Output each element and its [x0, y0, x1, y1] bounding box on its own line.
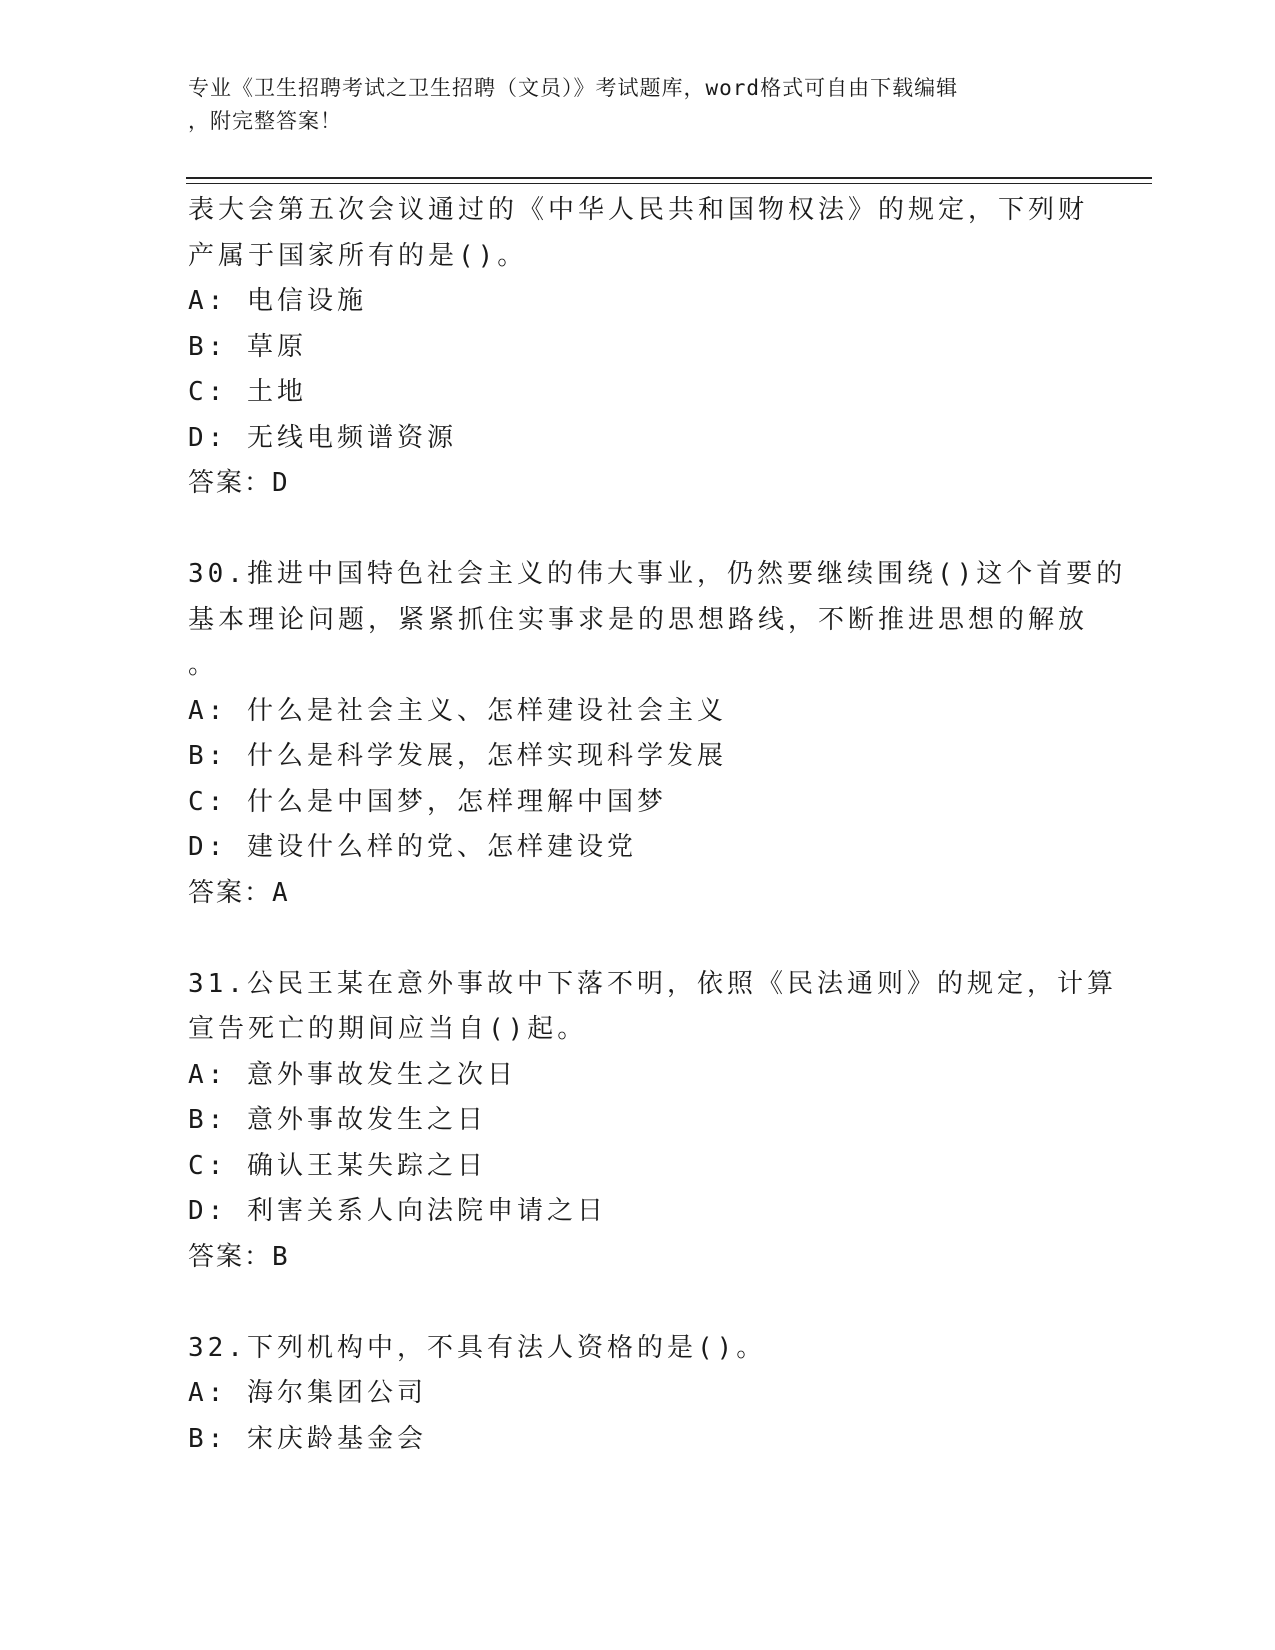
question-list — [188, 188, 1127, 1462]
header-divider — [186, 183, 1152, 184]
question-stem-line: 表大会第五次会议通过的《中华人民共和国物权法》的规定，下列财 — [188, 195, 1089, 225]
option: A: 什么是社会主义、怎样建设社会主义 — [188, 695, 727, 726]
option: A: 意外事故发生之次日 — [188, 1059, 517, 1090]
option: D: 建设什么样的党、怎样建设党 — [188, 832, 637, 862]
option: B: 什么是科学发展，怎样实现科学发展 — [188, 741, 727, 771]
question-stem-line: 30.推进中国特色社会主义的伟大事业，仍然要继续围绕()这个首要的 — [188, 559, 1127, 589]
question-stem-line: 宣告死亡的期间应当自()起。 — [188, 1014, 588, 1044]
question-stem-line: 32.下列机构中，不具有法人资格的是()。 — [188, 1332, 767, 1363]
question — [188, 962, 1117, 1281]
question — [188, 188, 1088, 507]
document-header — [188, 72, 1068, 138]
answer: 答案：D — [188, 468, 290, 498]
option: D: 无线电频谱资源 — [188, 422, 457, 453]
option: D: 利害关系人向法院申请之日 — [188, 1196, 607, 1226]
option: B: 草原 — [188, 331, 307, 362]
option: A: 海尔集团公司 — [188, 1378, 427, 1408]
question-stem-line: 31.公民王某在意外事故中下落不明，依照《民法通则》的规定，计算 — [188, 968, 1117, 999]
header-line: 专业《卫生招聘考试之卫生招聘（文员）》考试题库，word格式可自由下载编辑 — [188, 76, 959, 100]
option: B: 宋庆龄基金会 — [188, 1423, 427, 1454]
option: A: 电信设施 — [188, 286, 367, 316]
question-stem-line: 。 — [188, 650, 219, 680]
question-stem-line: 基本理论问题，紧紧抓住实事求是的思想路线，不断推进思想的解放 — [188, 604, 1089, 635]
question-stem-line: 产属于国家所有的是()。 — [188, 240, 528, 271]
header-line: ，附完整答案！ — [188, 109, 342, 133]
option: C: 土地 — [188, 377, 307, 407]
option: C: 确认王某失踪之日 — [188, 1150, 487, 1181]
answer: 答案：B — [188, 1241, 290, 1272]
question — [188, 552, 1127, 916]
option: B: 意外事故发生之日 — [188, 1105, 487, 1135]
question — [188, 1326, 1088, 1463]
answer: 答案：A — [188, 877, 290, 908]
header-divider — [186, 177, 1152, 179]
option: C: 什么是中国梦，怎样理解中国梦 — [188, 786, 667, 817]
